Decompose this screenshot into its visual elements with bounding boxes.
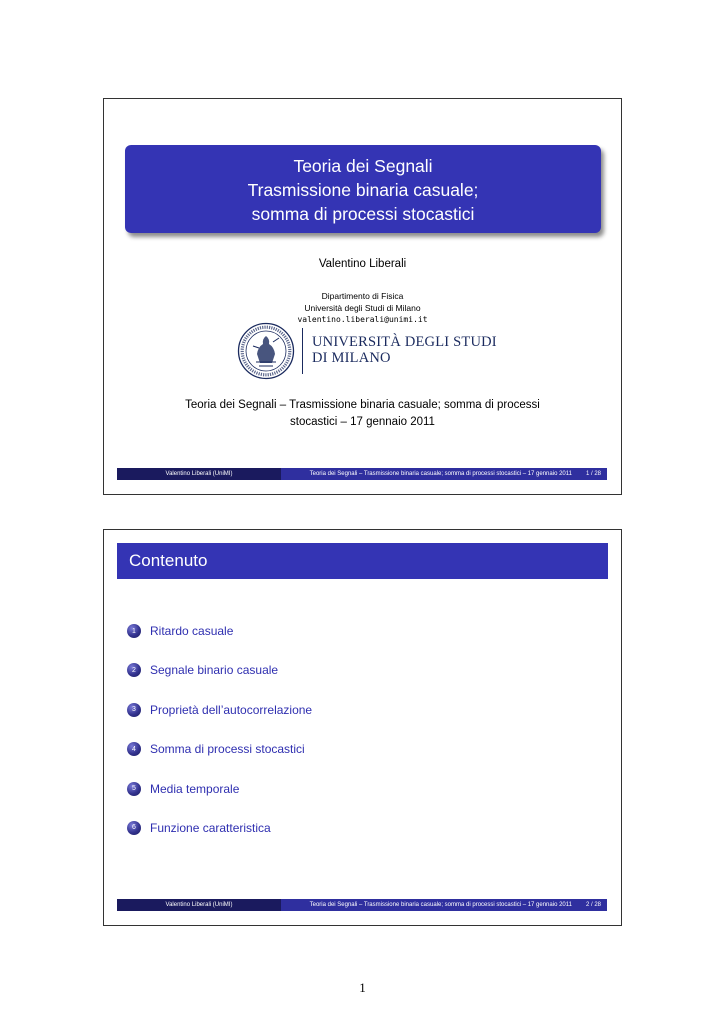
university: Università degli Studi di Milano: [304, 303, 421, 313]
toc-item-label[interactable]: Segnale binario casuale: [150, 663, 279, 678]
footer-author: Valentino Liberali (UniMI): [117, 899, 281, 911]
slide-footer: [117, 468, 607, 480]
table-of-contents: [127, 624, 312, 860]
slide-1: [103, 98, 622, 495]
page-number: 1: [359, 980, 366, 995]
footer-title: Teoria dei Segnali – Trasmissione binaria casuale; somma di processi stocastici – 17 gennaio 2011: [309, 902, 572, 908]
logo-line-1: UNIVERSITÀ DEGLI STUDI: [312, 334, 497, 350]
footer-page-number: 1 / 28: [585, 471, 601, 477]
institute: [104, 290, 621, 326]
toc-item[interactable]: [127, 663, 312, 702]
title-box: [125, 145, 601, 233]
full-title-line-1: Teoria dei Segnali – Trasmissione binaria casuale; somma di processi: [185, 399, 540, 411]
toc-number-ball: 2: [127, 663, 141, 677]
email: valentino.liberali@unimi.it: [297, 315, 428, 324]
logo-line-2: DI MILANO: [312, 350, 391, 366]
toc-item-label[interactable]: Ritardo casuale: [150, 624, 234, 638]
footer-title-area: [281, 468, 607, 480]
toc-item-label[interactable]: Proprietà dell’autocorrelazione: [150, 702, 313, 717]
author: Valentino Liberali: [318, 258, 407, 270]
slide-2: [103, 529, 622, 926]
toc-item[interactable]: [127, 782, 312, 821]
toc-item[interactable]: [127, 624, 312, 663]
toc-number-ball: 1: [127, 624, 141, 638]
logo-divider: [302, 328, 303, 374]
toc-item[interactable]: [127, 703, 312, 742]
footer-author: Valentino Liberali (UniMI): [117, 468, 281, 480]
university-seal-icon: [237, 322, 295, 380]
department: Dipartimento di Fisica: [321, 291, 404, 301]
toc-item-label[interactable]: Funzione caratteristica: [150, 820, 271, 835]
toc-number-ball: 6: [127, 821, 141, 835]
toc-number-ball: 3: [127, 703, 141, 717]
footer-title: Teoria dei Segnali – Trasmissione binaria casuale; somma di processi stocastici – 17 gennaio 2011: [309, 471, 572, 477]
slide-footer: [117, 899, 607, 911]
footer-title-area: [281, 899, 607, 911]
footer-page-number: 2 / 28: [585, 902, 601, 908]
logo-text: [312, 334, 497, 366]
toc-item[interactable]: [127, 742, 312, 781]
toc-number-ball: 5: [127, 782, 141, 796]
frame-title: Contenuto: [117, 543, 608, 579]
toc-number-ball: 4: [127, 742, 141, 756]
title-line-3: somma di processi stocastici: [251, 204, 475, 224]
full-title: [104, 397, 621, 431]
toc-item-label[interactable]: Media temporale: [150, 781, 240, 796]
toc-item-label[interactable]: Somma di processi stocastici: [150, 742, 305, 757]
title-line-1: Teoria dei Segnali: [293, 156, 433, 176]
toc-item[interactable]: [127, 821, 312, 860]
university-logo: [237, 322, 497, 380]
full-title-line-2: stocastici – 17 gennaio 2011: [290, 416, 435, 428]
title-line-2: Trasmissione binaria casuale;: [247, 180, 479, 200]
